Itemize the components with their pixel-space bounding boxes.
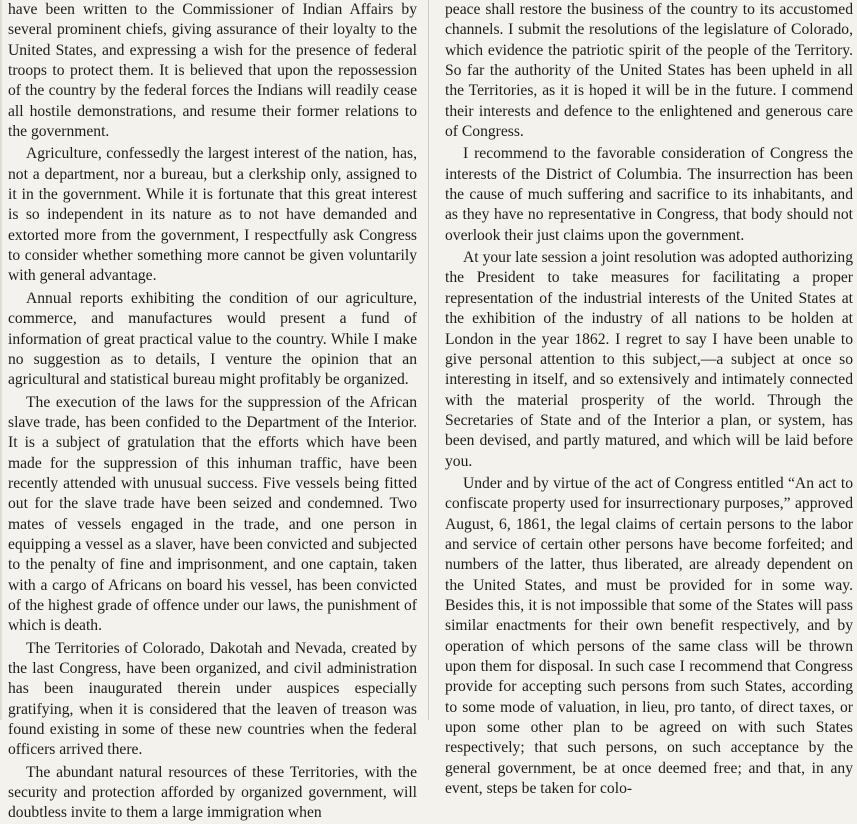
page-edge-shadow <box>0 0 3 720</box>
column-gutter <box>428 0 429 720</box>
paragraph: The Territories of Colorado, Dakotah and Nevada, created by the last Congress, have been organized, and civil administration has been inaugurated therein under auspices especially gratifying, when it is considered that the leaven of treason was found existing in some of these new countries when the federal officers arrived there. <box>8 639 417 759</box>
paragraph: The execution of the laws for the suppression of the African slave trade, has been confided to the Department of the Interior. It is a subject of gratulation that the efforts which have been made for the suppression of this inhuman traffic, have been recently attended with unusual success. Five vessels being fitted out for the slave trade have been seized and condemned. Two mates of vessels engaged in the trade, and one person in equipping a vessel as a slaver, have been convicted and subjected to the penalty of fine and imprisonment, and one captain, taken with a cargo of Africans on board his vessel, has been convicted of the highest grade of offence under our laws, the punishment of which is death. <box>8 393 417 635</box>
paragraph: At your late session a joint resolution was adopted authorizing the President to take measures for facilitating a proper representation of the industrial interests of the United States at the exhibition of the industry of all nations to be holden at London in the year 1862. I regret to say I have been unable to give personal attention to this subject,—a subject at once so interesting in itself, and so extensively and intimately connected with the material prosperity of the world. Through the Secretaries of State and of the Interior a plan, or system, has been devised, and partly matured, and which will be laid before you. <box>445 249 853 470</box>
paragraph: peace shall restore the business of the country to its accustomed channels. I submit the resolutions of the legislature of Colorado, which evidence the patriotic spirit of the people of the Territory. So far the authority of the United States has been upheld in all the Territories, as it is hoped it will be in the future. I commend their interests and defence to the enlightened and generous care of Congress. <box>445 1 853 141</box>
paragraph: Agriculture, confessedly the largest interest of the nation, has, not a department, nor a bureau, but a clerkship only, assigned to it in the government. While it is fortunate that this great interest is so independent in its nature as to not have demanded and extorted more from the government, I respectfully ask Congress to consider whether something more cannot be given voluntarily with general advantage. <box>8 145 417 285</box>
left-column <box>5 0 417 822</box>
paragraph: Annual reports exhibiting the condition of our agriculture, commerce, and manufactures would present a fund of information of great practical value to the country. While I make no suggestion as to details, I venture the opinion that an agricultural and statistical bureau might profitably be organized. <box>8 289 417 389</box>
paragraph: Under and by virtue of the act of Congress entitled “An act to confiscate property used for insurrectionary purposes,” approved August, 6, 1861, the legal claims of certain persons to the labor and service of certain other persons have become forfeited; and numbers of the latter, thus liberated, are already dependent on the United States, and must be provided for in some way. Besides this, it is not impossible that some of the States will pass similar enactments for their own benefit respectively, and by operation of which persons of the same class will be thrown upon them for disposal. In such case I recommend that Congress provide for accepting such persons from such States, according to some mode of valuation, in lieu, pro tanto, of direct taxes, or upon some other plan to be agreed on with such States respectively; that such persons, on such acceptance by the general government, be at once deemed free; and that, in any event, steps be taken for colo- <box>445 474 853 798</box>
paragraph: I recommend to the favorable consideration of Congress the interests of the District of Columbia. The insurrection has been the cause of much suffering and sacrifice to its inhabitants, and as they have no representative in Congress, that body should not overlook their just claims upon the government. <box>445 145 853 244</box>
paragraph: have been written to the Commissioner of Indian Affairs by several prominent chiefs, giving assurance of their loyalty to the United States, and expressing a wish for the presence of federal troops to protect them. It is believed that upon the repossession of the country by the federal forces the Indians will readily cease all hostile demonstrations, and resume their former relations to the government. <box>8 1 417 141</box>
right-column <box>441 0 853 798</box>
paragraph: The abundant natural resources of these Territories, with the security and protection afforded by organized government, will doubtless invite to them a large immigration when <box>8 763 417 822</box>
